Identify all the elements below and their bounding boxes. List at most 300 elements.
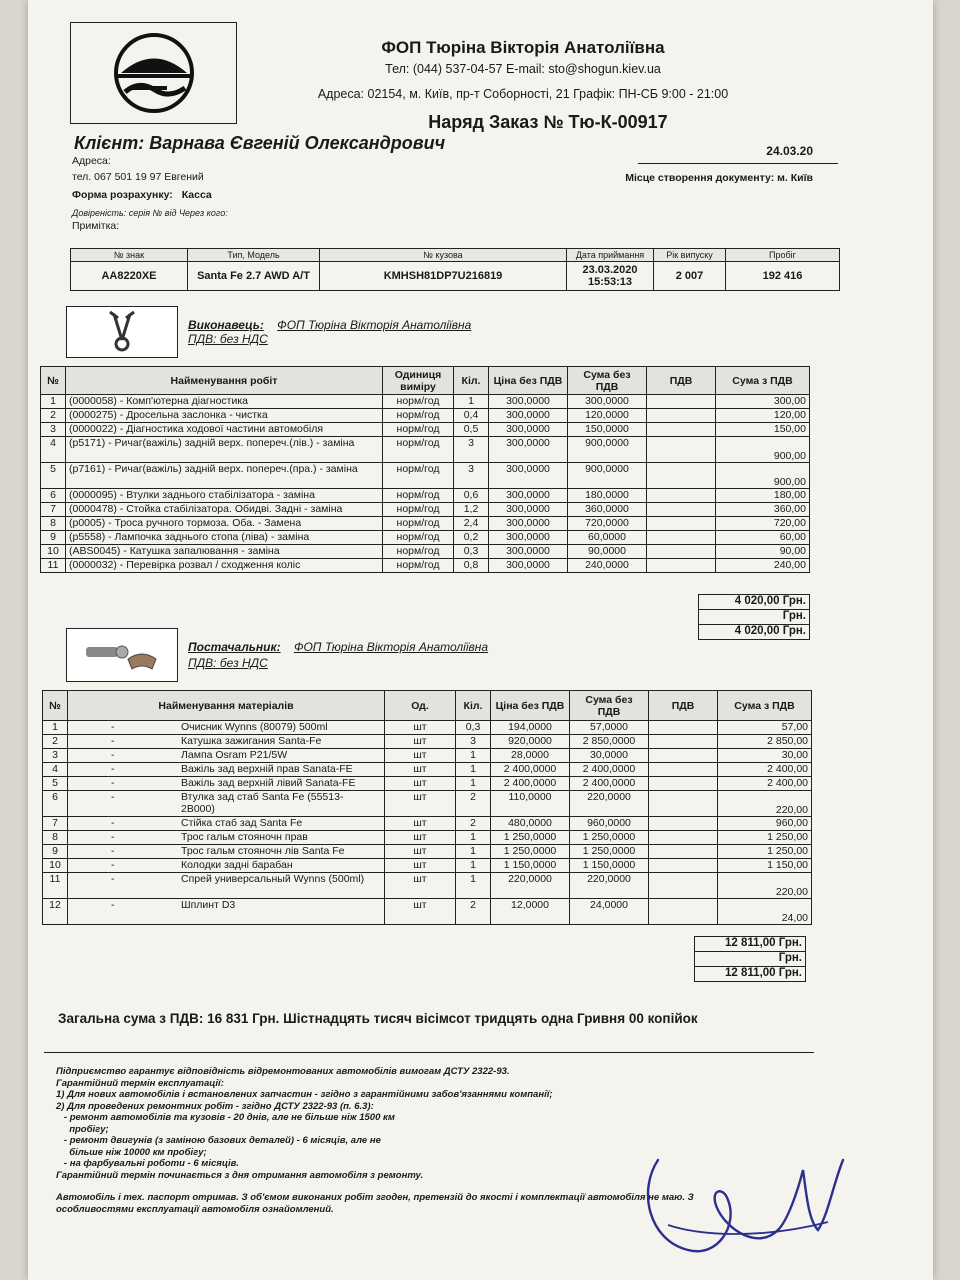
row-number: 10 — [43, 859, 68, 873]
material-code: - — [111, 721, 115, 733]
materials-header-total: Сума з ПДВ — [718, 691, 812, 721]
materials-header-qty: Кіл. — [456, 691, 491, 721]
material-name: Шплинт D3 — [181, 899, 236, 911]
work-vat — [647, 423, 716, 437]
material-vat — [649, 777, 718, 791]
material-total: 220,00 — [718, 873, 812, 899]
material-qty: 2 — [456, 899, 491, 925]
row-number: 12 — [43, 899, 68, 925]
work-total: 360,00 — [716, 503, 810, 517]
material-name-cell — [68, 859, 385, 873]
material-total: 1 250,00 — [718, 831, 812, 845]
materials-header-name: Найменування матеріалів — [68, 691, 385, 721]
table-row — [41, 423, 810, 437]
material-qty: 3 — [456, 735, 491, 749]
terms-line: особливостями експлуатації автомобіля ознайомлений. — [56, 1203, 334, 1215]
vehicle-header-date: Дата приймання — [567, 249, 654, 262]
table-row — [43, 721, 812, 735]
signature-icon — [628, 1130, 858, 1270]
material-name: Трос гальм стояночн прав — [181, 831, 308, 843]
material-price: 194,0000 — [491, 721, 570, 735]
work-qty: 3 — [454, 463, 489, 489]
work-sum: 900,0000 — [568, 437, 647, 463]
material-unit: шт — [385, 763, 456, 777]
wrench-icon — [66, 306, 178, 358]
work-unit: норм/год — [383, 423, 454, 437]
terms-line: 2) Для проведених ремонтних робіт - згідно ДСТУ 2322-93 (п. 6.3): — [56, 1100, 374, 1112]
material-sum: 2 400,0000 — [570, 777, 649, 791]
work-name: (p0005) - Троса ручного тормоза. Оба. - Замена — [66, 517, 383, 531]
vehicle-model: Santa Fe 2.7 AWD A/T — [188, 262, 320, 291]
vehicle-received — [567, 262, 654, 291]
work-total: 900,00 — [716, 463, 810, 489]
work-price: 300,0000 — [489, 545, 568, 559]
material-total: 960,00 — [718, 817, 812, 831]
work-price: 300,0000 — [489, 395, 568, 409]
work-price: 300,0000 — [489, 437, 568, 463]
vehicle-table — [70, 248, 840, 291]
work-unit: норм/год — [383, 409, 454, 423]
vehicle-header-plate: № знак — [71, 249, 188, 262]
material-unit: шт — [385, 749, 456, 763]
material-name-cell — [68, 749, 385, 763]
material-vat — [649, 859, 718, 873]
table-row — [41, 503, 810, 517]
row-number: 6 — [43, 791, 68, 817]
material-price: 220,0000 — [491, 873, 570, 899]
work-unit: норм/год — [383, 503, 454, 517]
work-qty: 0,4 — [454, 409, 489, 423]
work-vat — [647, 503, 716, 517]
material-total: 1 150,00 — [718, 859, 812, 873]
row-number: 7 — [43, 817, 68, 831]
row-number: 5 — [41, 463, 66, 489]
material-total: 57,00 — [718, 721, 812, 735]
payment-form — [72, 189, 212, 201]
row-number: 6 — [41, 489, 66, 503]
vehicle-header-year: Рік випуску — [654, 249, 726, 262]
material-name: Лампа Osram P21/5W — [181, 749, 288, 761]
material-name-cell — [68, 791, 385, 817]
row-number: 4 — [43, 763, 68, 777]
material-name: Трос гальм стояночн лів Santa Fe — [181, 845, 345, 857]
work-total: 900,00 — [716, 437, 810, 463]
material-code: - — [111, 817, 115, 829]
works-header-unit: Одиниця виміру — [383, 367, 454, 395]
table-row — [41, 559, 810, 573]
material-price: 920,0000 — [491, 735, 570, 749]
works-total-with-vat: 4 020,00 Грн. — [699, 625, 810, 640]
work-unit: норм/год — [383, 395, 454, 409]
date-underline — [638, 163, 838, 164]
material-vat — [649, 721, 718, 735]
client-phone: тел. 067 501 19 97 Евгений — [72, 171, 204, 183]
material-price: 12,0000 — [491, 899, 570, 925]
material-total: 220,00 — [718, 791, 812, 817]
material-qty: 1 — [456, 831, 491, 845]
row-number: 2 — [43, 735, 68, 749]
row-number: 1 — [43, 721, 68, 735]
material-code: - — [111, 859, 115, 871]
material-code: - — [111, 735, 115, 747]
table-row — [41, 489, 810, 503]
row-number: 1 — [41, 395, 66, 409]
table-row — [43, 873, 812, 899]
work-price: 300,0000 — [489, 517, 568, 531]
table-row — [43, 831, 812, 845]
material-total: 30,00 — [718, 749, 812, 763]
work-name: (p7161) - Ричаг(важіль) задній верх. попереч.(пра.) - заміна — [66, 463, 383, 489]
row-number: 11 — [41, 559, 66, 573]
work-total: 180,00 — [716, 489, 810, 503]
material-name: Втулка зад стаб Santa Fe (55513-2B000) — [181, 791, 344, 815]
vehicle-vin: KMHSH81DP7U216819 — [320, 262, 567, 291]
work-total: 300,00 — [716, 395, 810, 409]
table-row — [43, 763, 812, 777]
works-totals — [698, 594, 810, 640]
client-name: Клієнт: Варнава Євгеній Олександрович — [74, 133, 446, 153]
table-row — [43, 777, 812, 791]
vehicle-header-model: Тип, Модель — [188, 249, 320, 262]
material-unit: шт — [385, 721, 456, 735]
parts-icon — [66, 628, 178, 682]
material-code: - — [111, 845, 115, 857]
work-qty: 0,6 — [454, 489, 489, 503]
material-sum: 24,0000 — [570, 899, 649, 925]
material-name: Стійка стаб зад Santa Fe — [181, 817, 303, 829]
material-sum: 2 850,0000 — [570, 735, 649, 749]
work-vat — [647, 409, 716, 423]
work-name: (0000058) - Комп'ютерна діагностика — [66, 395, 383, 409]
works-table-body — [41, 395, 810, 573]
row-number: 3 — [43, 749, 68, 763]
table-row — [43, 817, 812, 831]
note-label: Примітка: — [72, 220, 120, 232]
work-name: (p5171) - Ричаг(важіль) задній верх. попереч.(лів.) - заміна — [66, 437, 383, 463]
material-price: 1 250,0000 — [491, 845, 570, 859]
row-number: 8 — [41, 517, 66, 531]
material-name-cell — [68, 735, 385, 749]
work-sum: 150,0000 — [568, 423, 647, 437]
work-vat — [647, 395, 716, 409]
work-price: 300,0000 — [489, 503, 568, 517]
work-name: (0000022) - Діагностика ходової частини автомобіля — [66, 423, 383, 437]
material-price: 2 400,0000 — [491, 763, 570, 777]
material-price: 1 250,0000 — [491, 831, 570, 845]
work-unit: норм/год — [383, 463, 454, 489]
supplier-vat: ПДВ: без НДС — [188, 656, 268, 670]
proxy-line: Довіреність: серія № від Через кого: — [72, 208, 228, 218]
work-price: 300,0000 — [489, 559, 568, 573]
work-name: (ABS0045) - Катушка запалювання - заміна — [66, 545, 383, 559]
material-vat — [649, 791, 718, 817]
work-unit: норм/год — [383, 517, 454, 531]
payment-value: Касса — [181, 189, 212, 201]
work-sum: 90,0000 — [568, 545, 647, 559]
material-code: - — [111, 749, 115, 761]
material-unit: шт — [385, 859, 456, 873]
material-vat — [649, 817, 718, 831]
work-qty: 0,3 — [454, 545, 489, 559]
row-number: 4 — [41, 437, 66, 463]
material-name-cell — [68, 721, 385, 735]
table-row — [41, 463, 810, 489]
work-price: 300,0000 — [489, 531, 568, 545]
work-vat — [647, 517, 716, 531]
materials-header-price: Ціна без ПДВ — [491, 691, 570, 721]
vehicle-mileage: 192 416 — [726, 262, 840, 291]
material-sum: 30,0000 — [570, 749, 649, 763]
materials-table — [42, 690, 812, 925]
material-vat — [649, 735, 718, 749]
document-place: Місце створення документу: м. Київ — [625, 172, 813, 184]
material-name-cell — [68, 899, 385, 925]
material-name-cell — [68, 845, 385, 859]
work-unit: норм/год — [383, 437, 454, 463]
material-unit: шт — [385, 899, 456, 925]
work-qty: 1,2 — [454, 503, 489, 517]
row-number: 8 — [43, 831, 68, 845]
vehicle-header-mileage: Пробіг — [726, 249, 840, 262]
table-row — [43, 845, 812, 859]
material-price: 2 400,0000 — [491, 777, 570, 791]
table-row — [43, 899, 812, 925]
works-table — [40, 366, 810, 573]
material-qty: 2 — [456, 817, 491, 831]
material-vat — [649, 899, 718, 925]
materials-header-number: № — [43, 691, 68, 721]
work-sum: 240,0000 — [568, 559, 647, 573]
table-row — [43, 749, 812, 763]
material-name: Колодки задні барабан — [181, 859, 293, 871]
client-address-label: Адреса: — [72, 155, 111, 167]
work-sum: 900,0000 — [568, 463, 647, 489]
material-unit: шт — [385, 873, 456, 899]
terms-line: пробігу; — [56, 1123, 109, 1135]
work-sum: 120,0000 — [568, 409, 647, 423]
row-number: 3 — [41, 423, 66, 437]
works-header-sum: Сума без ПДВ — [568, 367, 647, 395]
works-header-name: Найменування робіт — [66, 367, 383, 395]
table-row — [41, 409, 810, 423]
supplier-label: Постачальник: — [188, 640, 281, 654]
material-name: Очисник Wynns (80079) 500ml — [181, 721, 328, 733]
material-vat — [649, 749, 718, 763]
vehicle-header-vin: № кузова — [320, 249, 567, 262]
table-row — [43, 791, 812, 817]
works-header-vat: ПДВ — [647, 367, 716, 395]
payment-label: Форма розрахунку: — [72, 189, 173, 201]
row-number: 2 — [41, 409, 66, 423]
materials-totals — [694, 936, 806, 982]
material-name: Важіль зад верхній лівий Sanata-FE — [181, 777, 356, 789]
materials-table-body — [43, 721, 812, 925]
table-row — [43, 859, 812, 873]
terms-line: Автомобіль і тех. паспорт отримав. З об'ємом виконаних робіт згоден, претензій до якості і комплектації автомобіля не маю. З — [56, 1192, 694, 1203]
work-vat — [647, 545, 716, 559]
work-unit: норм/год — [383, 559, 454, 573]
work-vat — [647, 489, 716, 503]
divider-line — [44, 1052, 814, 1053]
work-qty: 0,5 — [454, 423, 489, 437]
material-qty: 1 — [456, 749, 491, 763]
material-unit: шт — [385, 791, 456, 817]
works-header-price: Ціна без ПДВ — [489, 367, 568, 395]
material-price: 1 150,0000 — [491, 859, 570, 873]
table-row — [41, 395, 810, 409]
material-vat — [649, 845, 718, 859]
row-number: 11 — [43, 873, 68, 899]
material-qty: 1 — [456, 873, 491, 899]
works-header-qty: Кіл. — [454, 367, 489, 395]
work-total: 150,00 — [716, 423, 810, 437]
work-vat — [647, 559, 716, 573]
materials-header-vat: ПДВ — [649, 691, 718, 721]
work-price: 300,0000 — [489, 463, 568, 489]
table-row — [41, 531, 810, 545]
table-row — [43, 735, 812, 749]
works-total-sum: 4 020,00 Грн. — [699, 595, 810, 610]
work-name: (0000095) - Втулки заднього стабілізатора - заміна — [66, 489, 383, 503]
materials-total-sum: 12 811,00 Грн. — [695, 937, 806, 952]
material-code: - — [111, 777, 115, 789]
material-qty: 0,3 — [456, 721, 491, 735]
work-name: (0000275) - Дросельна заслонка - чистка — [66, 409, 383, 423]
table-row — [41, 545, 810, 559]
material-unit: шт — [385, 831, 456, 845]
row-number: 9 — [43, 845, 68, 859]
materials-header-sum: Сума без ПДВ — [570, 691, 649, 721]
material-code: - — [111, 791, 115, 803]
material-qty: 2 — [456, 791, 491, 817]
vehicle-plate: AA8220XE — [71, 262, 188, 291]
work-qty: 0,2 — [454, 531, 489, 545]
work-total: 240,00 — [716, 559, 810, 573]
work-qty: 2,4 — [454, 517, 489, 531]
material-unit: шт — [385, 777, 456, 791]
work-name: (p5558) - Лампочка заднього стопа (ліва) - заміна — [66, 531, 383, 545]
order-title: Наряд Заказ № Тю-К-00917 — [428, 112, 668, 132]
work-vat — [647, 463, 716, 489]
vehicle-received-date: 23.03.2020 — [582, 264, 638, 276]
material-name: Важіль зад верхній прав Sanata-FE — [181, 763, 353, 775]
material-name-cell — [68, 873, 385, 899]
material-name-cell — [68, 777, 385, 791]
work-unit: норм/год — [383, 489, 454, 503]
row-number: 5 — [43, 777, 68, 791]
executor-line — [188, 318, 471, 332]
work-price: 300,0000 — [489, 423, 568, 437]
material-sum: 1 250,0000 — [570, 845, 649, 859]
works-header-total: Сума з ПДВ — [716, 367, 810, 395]
material-name-cell — [68, 817, 385, 831]
supplier-name: ФОП Тюріна Вікторія Анатоліївна — [293, 640, 489, 654]
material-name-cell — [68, 831, 385, 845]
row-number: 10 — [41, 545, 66, 559]
material-vat — [649, 763, 718, 777]
work-total: 120,00 — [716, 409, 810, 423]
material-sum: 2 400,0000 — [570, 763, 649, 777]
vehicle-received-time: 15:53:13 — [587, 276, 633, 288]
material-qty: 1 — [456, 845, 491, 859]
materials-total-with-vat: 12 811,00 Грн. — [695, 967, 806, 982]
material-price: 110,0000 — [491, 791, 570, 817]
work-total: 90,00 — [716, 545, 810, 559]
materials-header-unit: Од. — [385, 691, 456, 721]
materials-total-vat: Грн. — [695, 952, 806, 967]
work-qty: 1 — [454, 395, 489, 409]
material-unit: шт — [385, 735, 456, 749]
work-unit: норм/год — [383, 531, 454, 545]
executor-name: ФОП Тюріна Вікторія Анатоліївна — [277, 318, 472, 332]
terms-line: - на фарбувальні роботи - 6 місяців. — [56, 1158, 239, 1169]
vehicle-year: 2 007 — [654, 262, 726, 291]
material-code: - — [111, 899, 115, 911]
table-row — [41, 437, 810, 463]
material-sum: 1 250,0000 — [570, 831, 649, 845]
works-total-vat: Грн. — [699, 610, 810, 625]
material-sum: 1 150,0000 — [570, 859, 649, 873]
terms-line: Гарантійний термін починається з дня отримання автомобіля з ремонту. — [56, 1169, 424, 1181]
invoice-paper — [28, 0, 933, 1280]
material-total: 2 400,00 — [718, 763, 812, 777]
work-qty: 0,8 — [454, 559, 489, 573]
material-code: - — [111, 763, 115, 775]
material-total: 1 250,00 — [718, 845, 812, 859]
company-contacts: Тел: (044) 537-04-57 E-mail: sto@shogun.kiev.ua — [385, 62, 661, 76]
material-vat — [649, 831, 718, 845]
work-name: (0000478) - Стойка стабілізатора. Обидві. Задні - заміна — [66, 503, 383, 517]
work-sum: 300,0000 — [568, 395, 647, 409]
material-sum: 220,0000 — [570, 873, 649, 899]
material-sum: 220,0000 — [570, 791, 649, 817]
work-sum: 720,0000 — [568, 517, 647, 531]
material-qty: 1 — [456, 859, 491, 873]
company-name: ФОП Тюріна Вікторія Анатоліївна — [381, 38, 665, 57]
executor-vat: ПДВ: без НДС — [188, 332, 268, 346]
company-address: Адреса: 02154, м. Київ, пр-т Соборності, 21 Графік: ПН-СБ 9:00 - 21:00 — [317, 87, 729, 101]
work-vat — [647, 531, 716, 545]
work-name: (0000032) - Перевірка розвал / сходження коліс — [66, 559, 383, 573]
document-date: 24.03.20 — [766, 144, 813, 158]
terms-line: Підприємство гарантує відповідність відремонтованих автомобілів вимогам ДСТУ 2322-93. — [56, 1066, 510, 1077]
material-code: - — [111, 831, 115, 843]
works-header-number: № — [41, 367, 66, 395]
terms-line: - ремонт автомобілів та кузовів - 20 днів, але не більше ніж 1500 км — [56, 1112, 395, 1123]
work-total: 720,00 — [716, 517, 810, 531]
terms-line: - ремонт двигунів (з заміною базових деталей) - 6 місяців, але не — [56, 1135, 381, 1146]
work-total: 60,00 — [716, 531, 810, 545]
material-name: Спрей универсальный Wynns (500ml) — [181, 873, 365, 885]
material-unit: шт — [385, 845, 456, 859]
work-sum: 360,0000 — [568, 503, 647, 517]
row-number: 7 — [41, 503, 66, 517]
table-row — [41, 517, 810, 531]
work-qty: 3 — [454, 437, 489, 463]
row-number: 9 — [41, 531, 66, 545]
material-name-cell — [68, 763, 385, 777]
work-price: 300,0000 — [489, 409, 568, 423]
work-price: 300,0000 — [489, 489, 568, 503]
material-qty: 1 — [456, 777, 491, 791]
material-price: 28,0000 — [491, 749, 570, 763]
material-code: - — [111, 873, 115, 885]
material-sum: 57,0000 — [570, 721, 649, 735]
work-sum: 60,0000 — [568, 531, 647, 545]
work-vat — [647, 437, 716, 463]
material-qty: 1 — [456, 763, 491, 777]
work-sum: 180,0000 — [568, 489, 647, 503]
